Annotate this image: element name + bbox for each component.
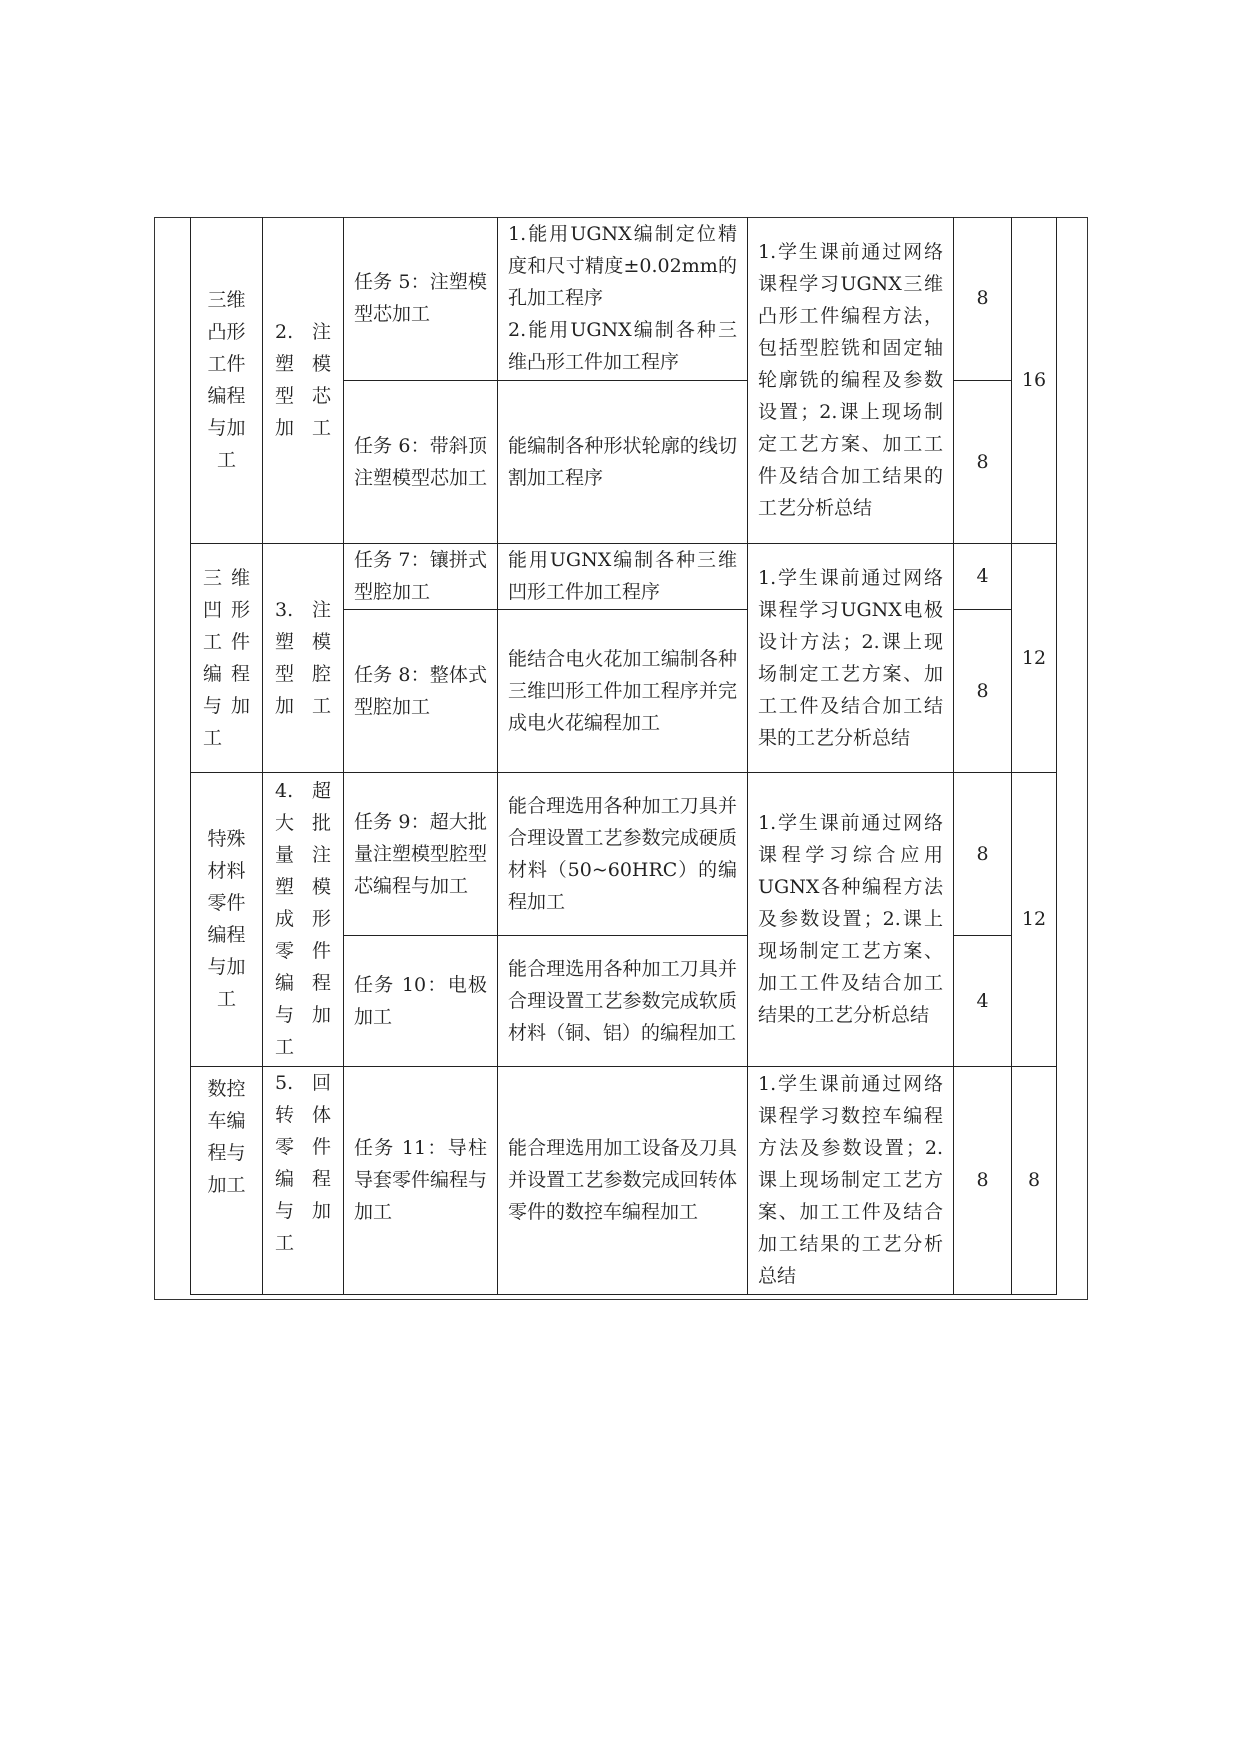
table-row bbox=[191, 543, 1057, 609]
table-row bbox=[191, 1066, 1057, 1294]
module-cell: 三维凹形工件编程与加工 bbox=[191, 543, 263, 772]
module-total-hours-cell: 16 bbox=[1012, 217, 1057, 543]
task-name-cell: 任务 11：导柱导套零件编程与加工 bbox=[344, 1066, 498, 1294]
task-goal-cell: 能编制各种形状轮廓的线切割加工程序 bbox=[498, 380, 748, 543]
course-plan-table bbox=[190, 217, 1057, 1295]
task-hours-cell: 4 bbox=[954, 543, 1012, 609]
task-goal-cell: 能合理选用各种加工刀具并合理设置工艺参数完成软质材料（铜、铝）的编程加工 bbox=[498, 935, 748, 1066]
ability-cell: 1.学生课前通过网络课程学习综合应用UGNX各种编程方法及参数设置；2.课上现场制定工艺方案、加工工件及结合加工结果的工艺分析总结 bbox=[748, 772, 954, 1066]
task-name-cell: 任务 10：电极加工 bbox=[344, 935, 498, 1066]
task-hours-cell: 4 bbox=[954, 935, 1012, 1066]
project-cell: 4. 超大批量注塑模成形零件编程与加工 bbox=[263, 772, 344, 1066]
task-hours-cell: 8 bbox=[954, 1066, 1012, 1294]
table-row bbox=[191, 772, 1057, 935]
module-total-hours-cell: 12 bbox=[1012, 772, 1057, 1066]
module-cell: 数控车编程与加工 bbox=[191, 1066, 263, 1294]
table-row bbox=[191, 217, 1057, 380]
task-hours-cell: 8 bbox=[954, 772, 1012, 935]
module-cell: 特殊材料零件编程与加工 bbox=[191, 772, 263, 1066]
frame-left-border bbox=[154, 217, 155, 1300]
task-name-cell: 任务 5：注塑模型芯加工 bbox=[344, 217, 498, 380]
task-goal-cell: 能合理选用加工设备及刀具并设置工艺参数完成回转体零件的数控车编程加工 bbox=[498, 1066, 748, 1294]
frame-bottom-border bbox=[154, 1299, 1088, 1300]
task-name-cell: 任务 9：超大批量注塑模型腔型芯编程与加工 bbox=[344, 772, 498, 935]
task-hours-cell: 8 bbox=[954, 217, 1012, 380]
module-total-hours-cell: 8 bbox=[1012, 1066, 1057, 1294]
project-cell: 2. 注塑模型芯加工 bbox=[263, 217, 344, 543]
ability-cell: 1.学生课前通过网络课程学习数控车编程方法及参数设置；2.课上现场制定工艺方案、加工工件及结合加工结果的工艺分析总结 bbox=[748, 1066, 954, 1294]
project-cell: 5. 回转体零件编程与加工 bbox=[263, 1066, 344, 1294]
task-hours-cell: 8 bbox=[954, 380, 1012, 543]
ability-cell: 1.学生课前通过网络课程学习UGNX三维凸形工件编程方法，包括型腔铣和固定轴轮廓铣的编程及参数设置；2.课上现场制定工艺方案、加工工件及结合加工结果的工艺分析总结 bbox=[748, 217, 954, 543]
page-frame bbox=[154, 217, 1088, 1300]
task-hours-cell: 8 bbox=[954, 609, 1012, 772]
task-goal-cell: 能用UGNX编制各种三维凹形工件加工程序 bbox=[498, 543, 748, 609]
task-goal-cell: 能结合电火花加工编制各种三维凹形工件加工程序并完成电火花编程加工 bbox=[498, 609, 748, 772]
ability-cell: 1.学生课前通过网络课程学习UGNX电极设计方法；2.课上现场制定工艺方案、加工工件及结合加工结果的工艺分析总结 bbox=[748, 543, 954, 772]
task-name-cell: 任务 6：带斜顶注塑模型芯加工 bbox=[344, 380, 498, 543]
task-goal-cell: 1.能用UGNX编制定位精度和尺寸精度±0.02mm的孔加工程序 2.能用UGNX编制各种三维凸形工件加工程序 bbox=[498, 217, 748, 380]
task-name-cell: 任务 7：镶拼式型腔加工 bbox=[344, 543, 498, 609]
project-cell: 3. 注塑模型腔加工 bbox=[263, 543, 344, 772]
module-cell: 三维凸形工件编程与加工 bbox=[191, 217, 263, 543]
frame-right-border bbox=[1087, 217, 1088, 1300]
task-goal-cell: 能合理选用各种加工刀具并合理设置工艺参数完成硬质材料（50~60HRC）的编程加工 bbox=[498, 772, 748, 935]
module-total-hours-cell: 12 bbox=[1012, 543, 1057, 772]
task-name-cell: 任务 8：整体式型腔加工 bbox=[344, 609, 498, 772]
